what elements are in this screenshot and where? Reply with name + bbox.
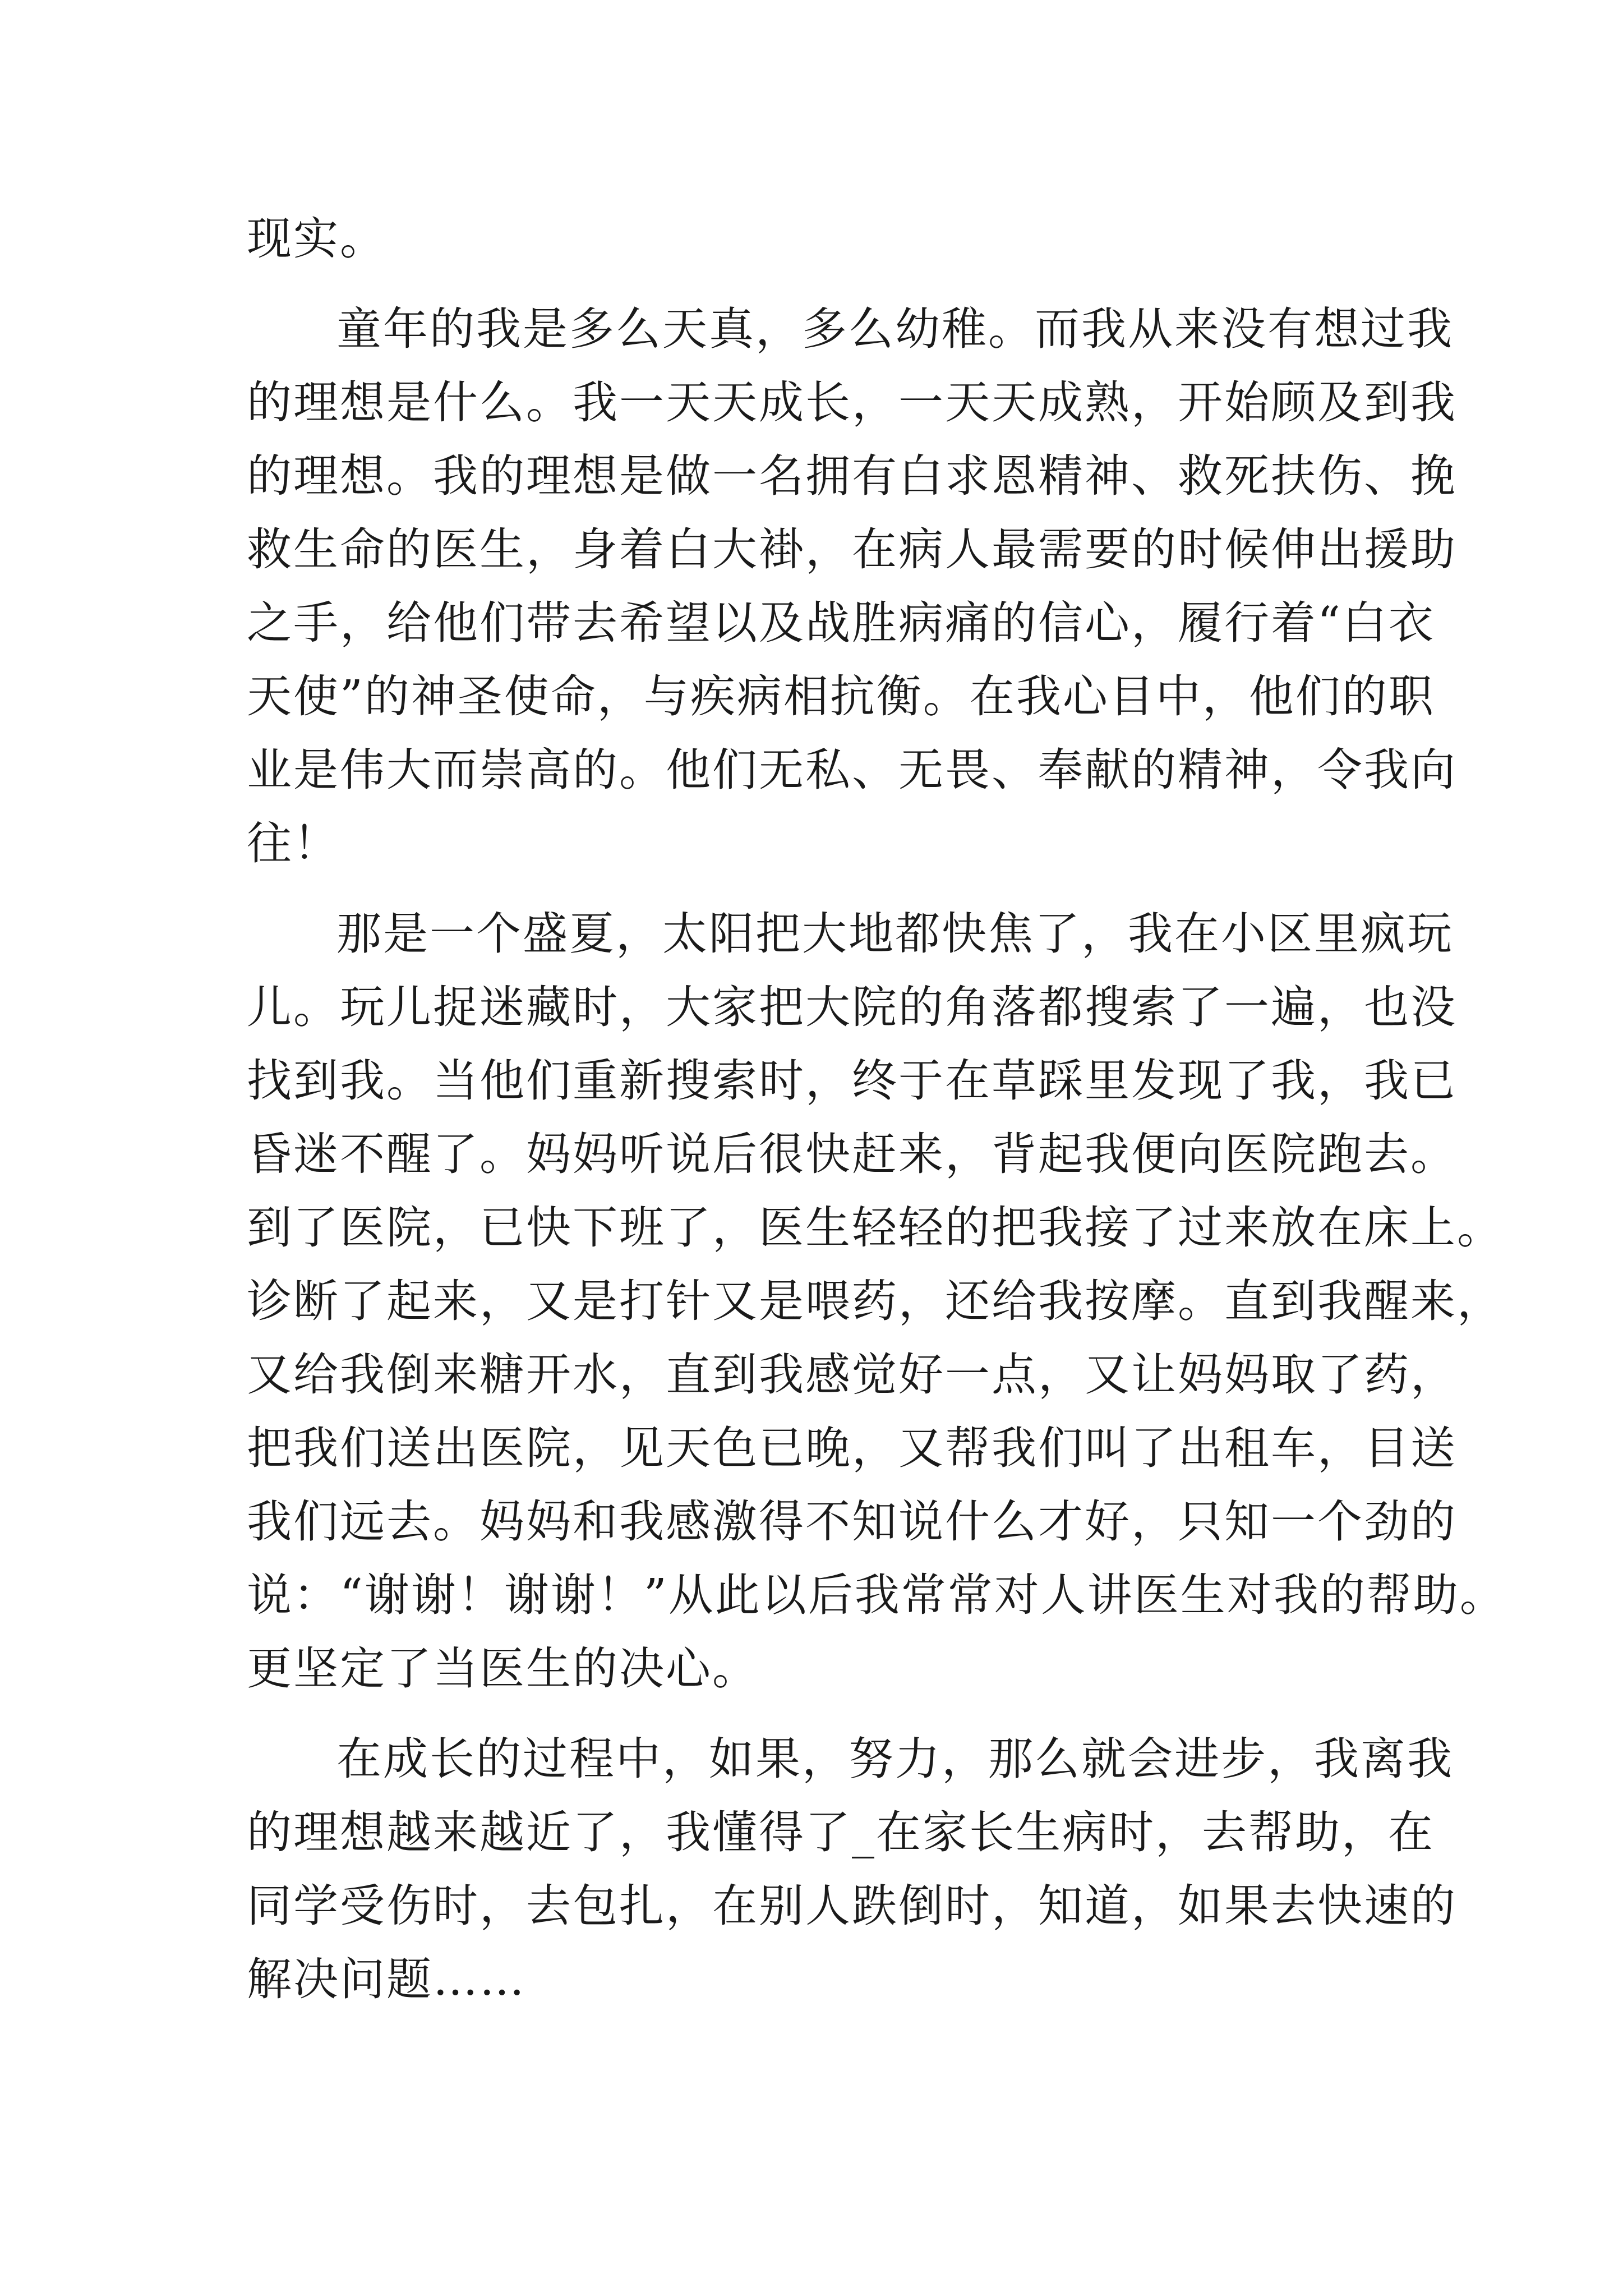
- text-line: 诊断了起来，又是打针又是喂药，还给我按摩。直到我醒来，: [247, 1275, 1504, 1327]
- text-line: 在成长的过程中，如果，努力，那么就会进步，我离我: [336, 1733, 1454, 1785]
- text-line: 同学受伤时，去包扎，在别人跌倒时，知道，如果去快速的: [247, 1880, 1457, 1932]
- text-line: 的理想。我的理想是做一名拥有白求恩精神、救死扶伤、挽: [247, 450, 1457, 502]
- text-line: 找到我。当他们重新搜索时，终于在草踩里发现了我，我已: [247, 1055, 1457, 1107]
- text-line: 又给我倒来糖开水，直到我感觉好一点，又让妈妈取了药，: [247, 1349, 1457, 1401]
- text-line: 到了医院，已快下班了，医生轻轻的把我接了过来放在床上。: [247, 1202, 1504, 1254]
- text-line: 之手，给他们带去希望以及战胜病痛的信心，履行着“白衣: [247, 597, 1435, 649]
- text-line: 把我们送出医院，见天色已晚，又帮我们叫了出租车，目送: [247, 1422, 1457, 1474]
- text-line: 解决问题……: [247, 1953, 526, 2005]
- paragraph-3: [247, 897, 1506, 1705]
- text-line: 童年的我是多么天真，多么幼稚。而我从来没有想过我: [336, 303, 1454, 355]
- text-line: 昏迷不醒了。妈妈听说后很快赶来，背起我便向医院跑去。: [247, 1128, 1457, 1180]
- text-line: 那是一个盛夏，太阳把大地都快焦了，我在小区里疯玩: [336, 908, 1454, 960]
- text-line: 我们远去。妈妈和我感激得不知说什么才好，只知一个劲的: [247, 1496, 1457, 1548]
- text-line: 现实。: [247, 213, 386, 265]
- text-line: 救生命的医生，身着白大褂，在病人最需要的时候伸出援助: [247, 523, 1457, 576]
- paragraph-1: [247, 202, 1391, 275]
- text-line: 往！: [247, 817, 340, 869]
- text-line: 的理想是什么。我一天天成长，一天天成熟，开始顾及到我: [247, 376, 1457, 429]
- text-line: 更坚定了当医生的决心。: [247, 1642, 759, 1695]
- text-line: 说：“谢谢！谢谢！”从此以后我常常对人讲医生对我的帮助。: [247, 1569, 1506, 1621]
- paragraph-2: [247, 292, 1457, 880]
- text-line: 的理想越来越近了，我懂得了_在家长生病时，去帮助，在: [247, 1806, 1435, 1858]
- text-line: 儿。玩儿捉迷藏时，大家把大院的角落都搜索了一遍，也没: [247, 981, 1457, 1033]
- essay-body: [247, 202, 1506, 2016]
- paragraph-4: [247, 1722, 1457, 2016]
- text-line: 业是伟大而崇高的。他们无私、无畏、奉献的精神，令我向: [247, 744, 1457, 796]
- text-line: 天使”的神圣使命，与疾病相抗衡。在我心目中，他们的职: [247, 670, 1435, 723]
